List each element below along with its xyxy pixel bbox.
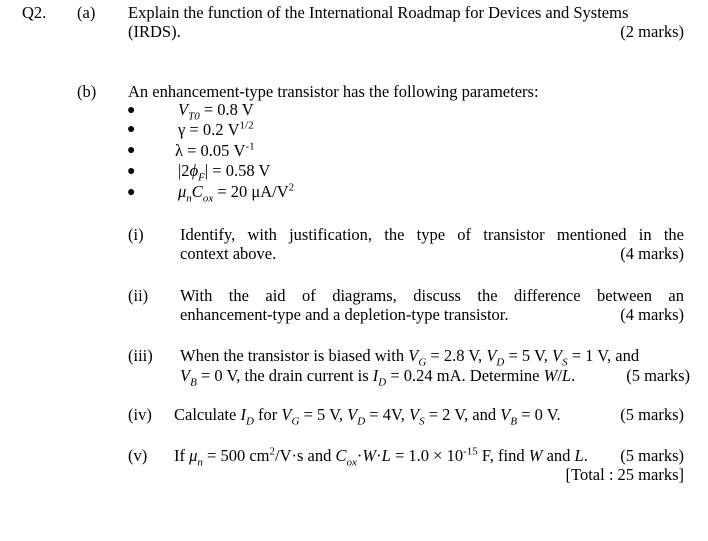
sub-iii-label: (iii): [128, 346, 153, 365]
sub-v-marks: (5 marks): [620, 446, 684, 465]
bullet-icon: ●: [127, 103, 136, 118]
total-marks: [Total : 25 marks]: [565, 465, 684, 484]
sub-v-label: (v): [128, 446, 148, 465]
sub-iii-marks: (5 marks): [626, 366, 690, 385]
bullet-icon: ●: [127, 143, 136, 158]
part-a-line1: Explain the function of the International Roadmap for Devices and Systems: [128, 3, 629, 22]
param-mucox: $\mu_nC_{ox} = 20$ $\mu A/V^2$: [178, 181, 295, 205]
sub-ii-line2: enhancement-type and a depletion-type transistor.: [180, 305, 509, 324]
sub-i-label: (i): [128, 225, 144, 244]
sub-iv-label: (iv): [128, 405, 152, 424]
param-vt0: $V_{T0} = 0.8$ V: [178, 100, 254, 123]
sub-i-marks: (4 marks): [620, 244, 684, 263]
sub-v-text: If $\mu_n = 500$ $cm^2/V\cdot s$ and $C_{ox}\cdot W\cdot L = 1.0 \times 10^{-15}$ F, find W and L.: [174, 445, 588, 469]
sub-i-line1: Identify, with justification, the type of transistor mentioned in the: [180, 225, 684, 244]
bullet-icon: ●: [127, 185, 136, 200]
part-b-label: (b): [77, 82, 97, 101]
param-lambda: λ = 0.05 $V^{-1}$: [175, 140, 255, 160]
part-a-marks: (2 marks): [620, 22, 684, 41]
sub-ii-marks: (4 marks): [620, 305, 684, 324]
param-gamma: γ = 0.2 $V^{1/2}$: [178, 119, 254, 139]
bullet-icon: ●: [127, 122, 136, 137]
part-b-intro: An enhancement-type transistor has the following parameters:: [128, 82, 539, 101]
part-a-line2: (IRDS).: [128, 22, 181, 41]
question-number: Q2.: [22, 3, 47, 22]
sub-iii-line1: When the transistor is biased with $V_G = 2.8$ V, $V_D = 5$ V, $V_S = 1$ V, and: [180, 346, 640, 369]
sub-i-line2: context above.: [180, 244, 277, 263]
sub-ii-label: (ii): [128, 286, 149, 305]
bullet-icon: ●: [127, 164, 136, 179]
part-a-label: (a): [77, 3, 96, 22]
sub-iii-line2: $V_B = 0$ V, the drain current is $I_D = 0.24$ mA. Determine W/L.: [180, 366, 576, 389]
sub-iv-text: Calculate $I_D$ for $V_G = 5$ V, $V_D = 4V$, $V_S = 2$ V, and $V_B = 0$ V.: [174, 405, 561, 428]
sub-ii-line1: With the aid of diagrams, discuss the difference between an: [180, 286, 684, 305]
sub-iv-marks: (5 marks): [620, 405, 684, 424]
param-phi: $|2\phi_F| = 0.58$ V: [178, 161, 271, 184]
